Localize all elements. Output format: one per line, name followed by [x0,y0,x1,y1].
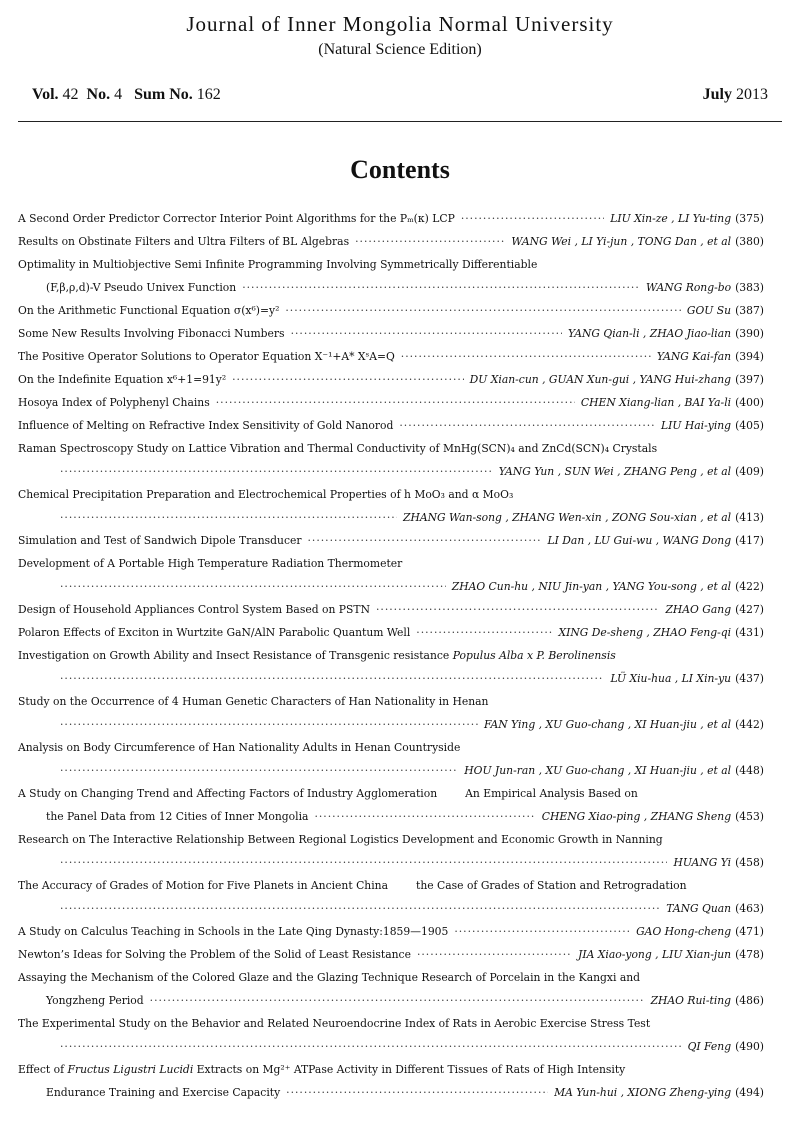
leader-dots [60,460,493,483]
entry-authors: LIU Hai-ying [661,419,732,432]
leader-dots [242,276,640,299]
leader-dots [60,1035,682,1058]
entry-page: (494) [735,1086,764,1099]
toc-entry [18,207,764,230]
entry-title-line [18,552,764,575]
toc-entry [18,736,764,782]
entry-title [18,391,210,414]
entry-authors: DU Xian-cun , GUAN Xun-gui , YANG Hui-zhang [469,373,732,386]
entry-title-text: A Study on Changing Trend and Affecting Factors of Industry Agglomeration [18,787,438,800]
entry-title-line-2 [18,276,764,299]
entry-title-text: Research on The Interactive Relationship Between Regional Logistics Development and Economic Growth in Nanning [18,833,663,846]
entry-authors: XING De-sheng , ZHAO Feng-qi [558,626,732,639]
entry-authors: YANG Yun , SUN Wei , ZHANG Peng , et al [498,465,732,478]
issue-line [32,86,768,110]
entry-title-line [18,207,764,230]
entry-authors: YANG Qian-li , ZHAO Jiao-lian [567,327,732,340]
leader-dots [314,805,535,828]
leader-dots [285,299,681,322]
vol-number: 42 [62,86,79,103]
toc-entry [18,598,764,621]
entry-title [18,943,411,966]
leader-dots [355,230,505,253]
toc-entry [18,966,764,1012]
entry-title-text: Chemical Precipitation Preparation and Electrochemical Properties of h MoO₃ and α MoO₃ [18,488,514,501]
toc-entry [18,437,764,483]
entry-title-text: Hosoya Index of Polyphenyl Chains [18,396,210,409]
entry-authors: FAN Ying , XU Guo-chang , XI Huan-jiu , et al [483,718,732,731]
entry-title-line [18,690,764,713]
leader-dots [232,368,464,391]
entry-author-line [18,667,764,690]
entry-title-line-2 [18,1081,764,1104]
entry-authors: HOU Jun-ran , XU Guo-chang , XI Huan-jiu , et al [464,764,732,777]
entry-title-line [18,230,764,253]
entry-page: (413) [735,511,764,524]
entry-title-cont: (F,β,ρ,d)-V Pseudo Univex Function [46,281,237,294]
journal-title: Journal of Inner Mongolia Normal University [186,12,614,36]
entry-title-text: Assaying the Mechanism of the Colored Glaze and the Glazing Technique Research of Porcelain in the Kangxi and [18,971,641,984]
entry-authors: CHEN Xiang-lian , BAI Ya-li [580,396,732,409]
entry-page: (380) [735,235,764,248]
entry-author-line [18,460,764,483]
leader-dots [454,920,630,943]
entry-page: (417) [735,534,764,547]
entry-title-line [18,368,764,391]
entry-page: (405) [735,419,764,432]
entry-title-text: Development of A Portable High Temperature Radiation Thermometer [18,557,403,570]
entry-title [18,1012,650,1035]
entry-author-line [18,575,764,598]
toc-entry [18,943,764,966]
entry-page: (458) [735,856,764,869]
header-rule [18,121,782,122]
entry-title-tail: Extracts on Mg²⁺ ATPase Activity in Different Tissues of Rats of High Intensity [193,1063,626,1076]
entry-page: (409) [735,465,764,478]
entry-authors: MA Yun-hui , XIONG Zheng-ying [554,1086,732,1099]
entry-title-line [18,299,764,322]
entry-title-text: Investigation on Growth Ability and Insect Resistance of Transgenic resistance [18,649,453,662]
toc-entry [18,874,764,920]
table-of-contents [18,207,764,1104]
entry-title-text: Effect of [18,1063,68,1076]
entry-author-line [18,759,764,782]
entry-author-line [18,713,764,736]
entry-page: (375) [735,212,764,225]
entry-title-line [18,621,764,644]
toc-entry [18,621,764,644]
issue-date [703,86,768,104]
leader-dots [307,529,541,552]
entry-title-text: Simulation and Test of Sandwich Dipole Transducer [18,534,302,547]
entry-title-text: A Second Order Predictor Corrector Interior Point Algorithms for the Pₘ(κ) LCP [18,212,455,225]
entry-page: (486) [735,994,764,1007]
entry-page: (387) [735,304,764,317]
entry-authors: ZHAO Rui-ting [650,994,732,1007]
entry-title-line [18,782,764,805]
issue-info [32,86,221,104]
entry-authors: LÜ Xiu-hua , LI Xin-yu [610,672,732,685]
entry-page: (422) [735,580,764,593]
entry-title-text: On the Indefinite Equation x⁶+1=91y² [18,373,227,386]
toc-entry [18,782,764,828]
leader-dots [60,667,604,690]
entry-title-line [18,414,764,437]
entry-authors: LIU Xin-ze , LI Yu-ting [610,212,732,225]
leader-dots [291,322,562,345]
entry-title-line [18,322,764,345]
entry-title-text: Raman Spectroscopy Study on Lattice Vibration and Thermal Conductivity of MnHg(SCN)₄ and ZnCd(SCN)₄ Crystals [18,442,658,455]
entry-title-line [18,920,764,943]
entry-authors: LI Dan , LU Gui-wu , WANG Dong [547,534,732,547]
toc-entry [18,552,764,598]
entry-page: (471) [735,925,764,938]
entry-title [18,1058,625,1081]
entry-title-line [18,529,764,552]
entry-title [18,414,393,437]
leader-dots [461,207,604,230]
entry-title-text: Some New Results Involving Fibonacci Numbers [18,327,285,340]
toc-entry [18,1058,764,1104]
masthead [0,10,800,62]
entry-page: (394) [735,350,764,363]
toc-entry [18,322,764,345]
entry-title-italic: Fructus Ligustri Lucidi [67,1063,194,1076]
entry-page: (478) [735,948,764,961]
leader-dots [60,851,667,874]
entry-title-text: Analysis on Body Circumference of Han Nationality Adults in Henan Countryside [18,741,461,754]
entry-title [18,529,301,552]
entry-title-cont: Endurance Training and Exercise Capacity [46,1086,281,1099]
entry-page: (490) [735,1040,764,1053]
entry-author-line [18,897,764,920]
entry-title-text: Newton’s Ideas for Solving the Problem of the Solid of Least Resistance [18,948,411,961]
entry-title-line [18,828,764,851]
entry-title-line [18,1012,764,1035]
entry-title-text: Study on the Occurrence of 4 Human Genetic Characters of Han Nationality in Henan [18,695,489,708]
entry-authors: ZHANG Wan-song , ZHANG Wen-xin , ZONG Sou-xian , et al [403,511,732,524]
toc-entry [18,391,764,414]
entry-authors: GOU Su [686,304,732,317]
toc-entry [18,253,764,299]
toc-entry [18,345,764,368]
entry-title-line [18,966,764,989]
toc-entry [18,920,764,943]
entry-title [18,690,488,713]
entry-page: (431) [735,626,764,639]
leader-dots [401,345,651,368]
entry-author-line [18,851,764,874]
leader-dots [417,943,572,966]
toc-entry [18,299,764,322]
toc-entry [18,690,764,736]
entry-title [18,736,460,759]
entry-title [18,437,657,460]
entry-title-cont: Yongzheng Period [46,994,144,1007]
entry-title [18,483,513,506]
entry-title-text: Results on Obstinate Filters and Ultra Filters of BL Algebras [18,235,350,248]
entry-title-line-2 [18,805,764,828]
leader-dots [286,1081,548,1104]
entry-author-line [18,506,764,529]
entry-title [18,874,687,897]
entry-authors: TANG Quan [666,902,732,915]
entry-title-text: The Accuracy of Grades of Motion for Five Planets in Ancient China [18,879,388,892]
leader-dots [60,713,478,736]
entry-title [18,345,395,368]
leader-dots [60,897,660,920]
entry-title [18,368,226,391]
leader-dots [60,575,446,598]
entry-title-line [18,874,764,897]
entry-title-line [18,253,764,276]
entry-authors: ZHAO Cun-hu , NIU Jin-yan , YANG You-song , et al [451,580,732,593]
entry-title-line-2 [18,989,764,1012]
entry-title-line [18,345,764,368]
entry-authors: WANG Wei , LI Yi-jun , TONG Dan , et al [511,235,732,248]
entry-page: (448) [735,764,764,777]
entry-page: (427) [735,603,764,616]
entry-title-cont: the Panel Data from 12 Cities of Inner Mongolia [46,810,309,823]
entry-title [18,322,285,345]
entry-title-text: The Positive Operator Solutions to Operator Equation X⁻¹+A* XˢA=Q [18,350,395,363]
leader-dots [376,598,659,621]
entry-title [18,207,455,230]
entry-title-text: Polaron Effects of Exciton in Wurtzite GaN/AlN Parabolic Quantum Well [18,626,411,639]
toc-entry [18,1012,764,1058]
entry-authors: YANG Kai-fan [656,350,732,363]
entry-title [18,828,663,851]
issue-month: July [702,86,732,103]
toc-entry [18,414,764,437]
entry-title [18,230,349,253]
entry-title-line [18,736,764,759]
entry-title [18,552,402,575]
entry-title [18,299,279,322]
entry-title-line [18,437,764,460]
entry-authors: JIA Xiao-yong , LIU Xian-jun [578,948,732,961]
entry-page: (400) [735,396,764,409]
entry-page: (390) [735,327,764,340]
entry-authors: WANG Rong-bo [646,281,732,294]
contents-title: Contents [350,155,450,184]
entry-page: (453) [735,810,764,823]
entry-authors: QI Feng [687,1040,732,1053]
entry-title-line [18,644,764,667]
toc-entry [18,828,764,874]
vol-label: Vol. [32,86,59,103]
toc-entry [18,483,764,529]
entry-authors: HUANG Yi [673,856,732,869]
entry-authors: CHENG Xiao-ping , ZHANG Sheng [541,810,732,823]
entry-author-line [18,1035,764,1058]
entry-title [18,253,537,276]
entry-title-text: Optimality in Multiobjective Semi Infinite Programming Involving Symmetrically Differentiable [18,258,538,271]
entry-subtitle: An Empirical Analysis Based on [465,787,638,800]
entry-title-line [18,391,764,414]
entry-page: (397) [735,373,764,386]
leader-dots [150,989,645,1012]
entry-title-line [18,943,764,966]
entry-title [18,966,640,989]
toc-entry [18,368,764,391]
leader-dots [216,391,575,414]
entry-title [18,920,448,943]
entry-title-text: Influence of Melting on Refractive Index Sensitivity of Gold Nanorod [18,419,394,432]
entry-title-text: The Experimental Study on the Behavior and Related Neuroendocrine Index of Rats in Aerobic Exercise Stress Test [18,1017,651,1030]
entry-title-text: Design of Household Appliances Control System Based on PSTN [18,603,370,616]
entry-title-italic: Populus Alba x P. Berolinensis [452,649,616,662]
entry-page: (437) [735,672,764,685]
entry-title [18,644,616,667]
entry-title-line [18,1058,764,1081]
journal-edition: (Natural Science Edition) [318,41,482,58]
leader-dots [416,621,552,644]
issue-year: 2013 [736,86,768,103]
entry-title-line [18,483,764,506]
entry-authors: ZHAO Gang [665,603,732,616]
no-label: No. [86,86,111,103]
issue-number: 4 [114,86,123,103]
entry-page: (383) [735,281,764,294]
entry-page: (463) [735,902,764,915]
entry-authors: GAO Hong-cheng [636,925,732,938]
entry-title [18,621,410,644]
sum-number: 162 [196,86,221,103]
toc-entry [18,529,764,552]
leader-dots [60,759,458,782]
entry-title [18,598,370,621]
entry-page: (442) [735,718,764,731]
toc-entry [18,230,764,253]
leader-dots [60,506,397,529]
leader-dots [399,414,655,437]
entry-title-line [18,598,764,621]
sum-label: Sum No. [134,86,193,103]
toc-entry [18,644,764,690]
entry-title-text: A Study on Calculus Teaching in Schools in the Late Qing Dynasty:1859—1905 [18,925,449,938]
entry-subtitle: the Case of Grades of Station and Retrogradation [416,879,687,892]
entry-title [18,782,638,805]
entry-title-text: On the Arithmetic Functional Equation σ(x⁶)=y² [18,304,280,317]
